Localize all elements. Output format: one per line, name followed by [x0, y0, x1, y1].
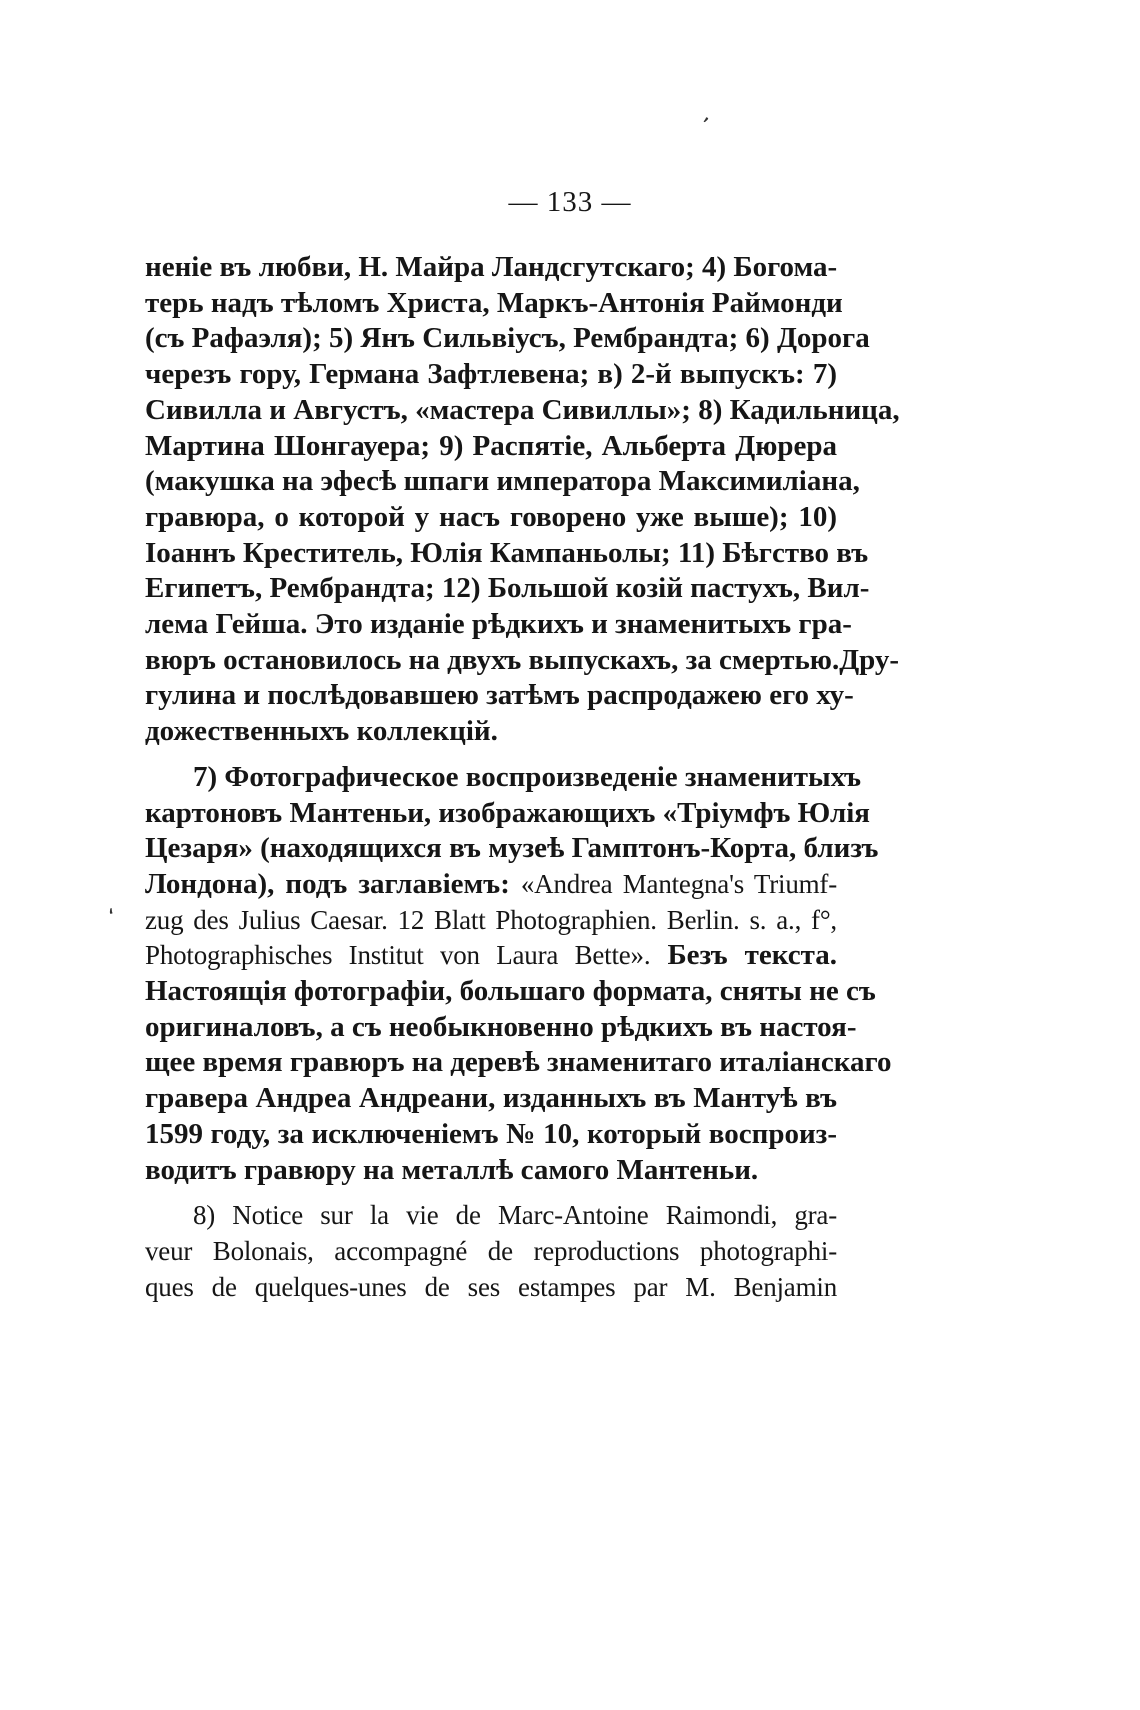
text-line: неніе въ любви, Н. Майра Ландсгутскаго; 4) Богома-: [145, 251, 838, 283]
text-line: 1599 году, за исключеніемъ № 10, который воспроиз-: [145, 1117, 837, 1150]
text-line: Іоаннъ Креститель, Юлія Кампаньолы; 11) Бѣгство въ: [145, 536, 869, 569]
text-line: veur Bolonais, accompagné de reproductions photographi-: [145, 1235, 837, 1266]
margin-mark-top: ʼ: [695, 113, 712, 140]
paragraph-1: [145, 250, 900, 750]
text-line: картоновъ Мантеньи, изображающихъ «Тріумфъ Юлія: [145, 796, 870, 829]
latin-title-fragment: Photographisches Institut von Laura Bette».: [145, 940, 651, 971]
paragraph-2: [145, 760, 892, 1188]
text-line: Сивилла и Августъ, «мастера Сивиллы»; 8) Кадильница,: [145, 393, 900, 426]
text-line: (съ Рафаэля); 5) Янъ Сильвіусъ, Рембрандта; 6) Дорога: [145, 322, 870, 355]
text-line: вюръ остановилось на двухъ выпускахъ, за смертью.Дру-: [145, 643, 900, 676]
text-line: Мартина Шонгауера; 9) Распятіе, Альберта Дюрера: [145, 429, 837, 462]
text-line: Цезаря» (находящихся въ музеѣ Гамптонъ-Корта, близъ: [145, 832, 879, 865]
text-line: щее время гравюръ на деревѣ знаменитаго италіанскаго: [145, 1046, 892, 1079]
margin-mark-left: ʻ: [105, 904, 122, 931]
text-line: Настоящія фотографіи, большаго формата, сняты не съ: [145, 975, 876, 1008]
text-line: дожественныхъ коллекцій.: [145, 715, 498, 748]
text-fragment: Безъ текста.: [650, 939, 838, 972]
text-line: гулина и послѣдовавшею затѣмъ распродажею его ху-: [145, 679, 854, 712]
page-text: [145, 250, 900, 1305]
text-line: ques de quelques-unes de ses estampes par M. Benjamin: [145, 1271, 837, 1302]
text-line: оригиналовъ, а съ необыкновенно рѣдкихъ въ настоя-: [145, 1010, 857, 1043]
text-line: гравюра, о которой у насъ говорено уже выше); 10): [145, 500, 837, 533]
text-line: [145, 867, 837, 903]
text-line: [145, 938, 837, 974]
text-line: гравера Андреа Андреани, изданныхъ въ Мантуѣ въ: [145, 1082, 837, 1115]
paragraph-3: [145, 1198, 837, 1305]
text-fragment: Лондона), подъ заглавіемъ:: [145, 867, 521, 900]
text-line: 8) Notice sur la vie de Marc-Antoine Raimondi, gra-: [193, 1200, 837, 1231]
latin-title-line: zug des Julius Caesar. 12 Blatt Photographien. Berlin. s. a., f°,: [145, 904, 837, 935]
text-line: 7) Фотографическое воспроизведеніе знаменитыхъ: [193, 760, 861, 793]
page-number: — 133 —: [508, 186, 632, 218]
text-line: водитъ гравюру на металлѣ самого Мантеньи.: [145, 1153, 759, 1186]
latin-title-fragment: «Andrea Mantegna's Triumf-: [520, 868, 837, 899]
text-line: Египетъ, Рембрандта; 12) Большой козій пастухъ, Вил-: [145, 572, 870, 605]
text-line: (макушка на эфесѣ шпаги императора Максимиліана,: [145, 465, 860, 498]
text-line: лема Гейша. Это изданіе рѣдкихъ и знаменитыхъ гра-: [145, 608, 852, 641]
text-line: черезъ гору, Германа Зафтлевена; в) 2-й выпускъ: 7): [145, 358, 837, 391]
text-line: терь надъ тѣломъ Христа, Маркъ-Антонія Раймонди: [145, 286, 843, 319]
